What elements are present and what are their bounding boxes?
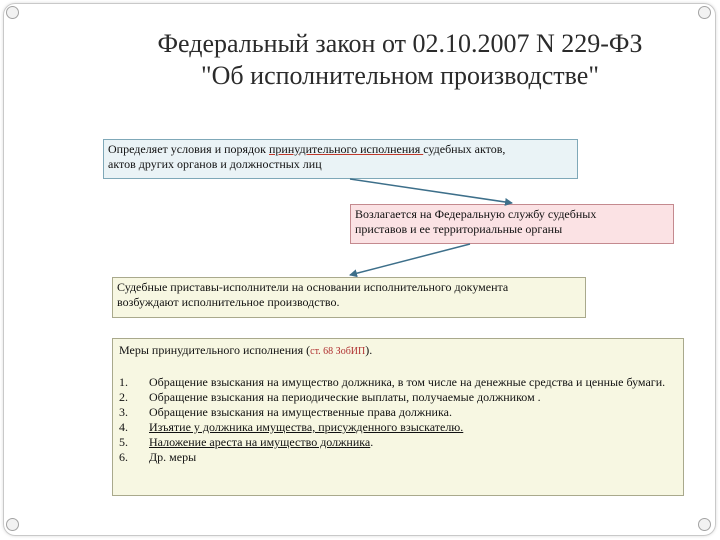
box-assigned-line-1: Возлагается на Федеральную службу судебных <box>355 207 597 221</box>
measures-heading-pre: Меры принудительного исполнения ( <box>119 343 311 357</box>
title-line-2: "Об исполнительном производстве" <box>201 61 599 90</box>
box-purpose-text-post: судебных актов, <box>423 142 506 156</box>
box-assigned-line-2: приставов и ее территориальные органы <box>355 222 563 236</box>
box-bailiffs-line-2: возбуждают исполнительное производство. <box>117 295 340 309</box>
list-item-text: Изъятие у должника имущества, присужденного взыскателю. <box>149 420 464 434</box>
list-item-number: 1. <box>119 375 128 389</box>
list-item-number: 6. <box>119 450 128 464</box>
list-item-number: 5. <box>119 435 128 449</box>
list-item-text: Обращение взыскания на имущественные права должника. <box>149 405 452 419</box>
list-item-text: Обращение взыскания на имущество должника, в том числе на денежные средства и ценные бумаги. <box>149 375 666 389</box>
box-purpose-link[interactable]: принудительного исполнения <box>269 142 424 156</box>
box-purpose-text-pre: Определяет условия и порядок <box>108 142 269 156</box>
arrow-purpose-to-assigned <box>350 179 512 203</box>
box-bailiffs-line-1: Судебные приставы-исполнители на основании исполнительного документа <box>117 280 509 294</box>
list-item-text: Наложение ареста на имущество должника <box>149 435 371 449</box>
box-purpose-line-2: актов других органов и должностных лиц <box>108 157 322 171</box>
list-item-number: 2. <box>119 390 128 404</box>
list-item-suffix: . <box>370 435 374 449</box>
list-item-number: 4. <box>119 420 128 434</box>
list-item-text: Др. меры <box>149 450 197 464</box>
list-item-text: Обращение взыскания на периодические выплаты, получаемые должником . <box>149 390 541 404</box>
arrow-assigned-to-bailiffs <box>350 244 470 275</box>
measures-heading-post: ). <box>365 343 373 357</box>
list-item-number: 3. <box>119 405 128 419</box>
title-line-1: Федеральный закон от 02.10.2007 N 229-ФЗ <box>157 29 643 58</box>
measures-heading-ref: ст. 68 ЗобИП <box>310 346 366 357</box>
